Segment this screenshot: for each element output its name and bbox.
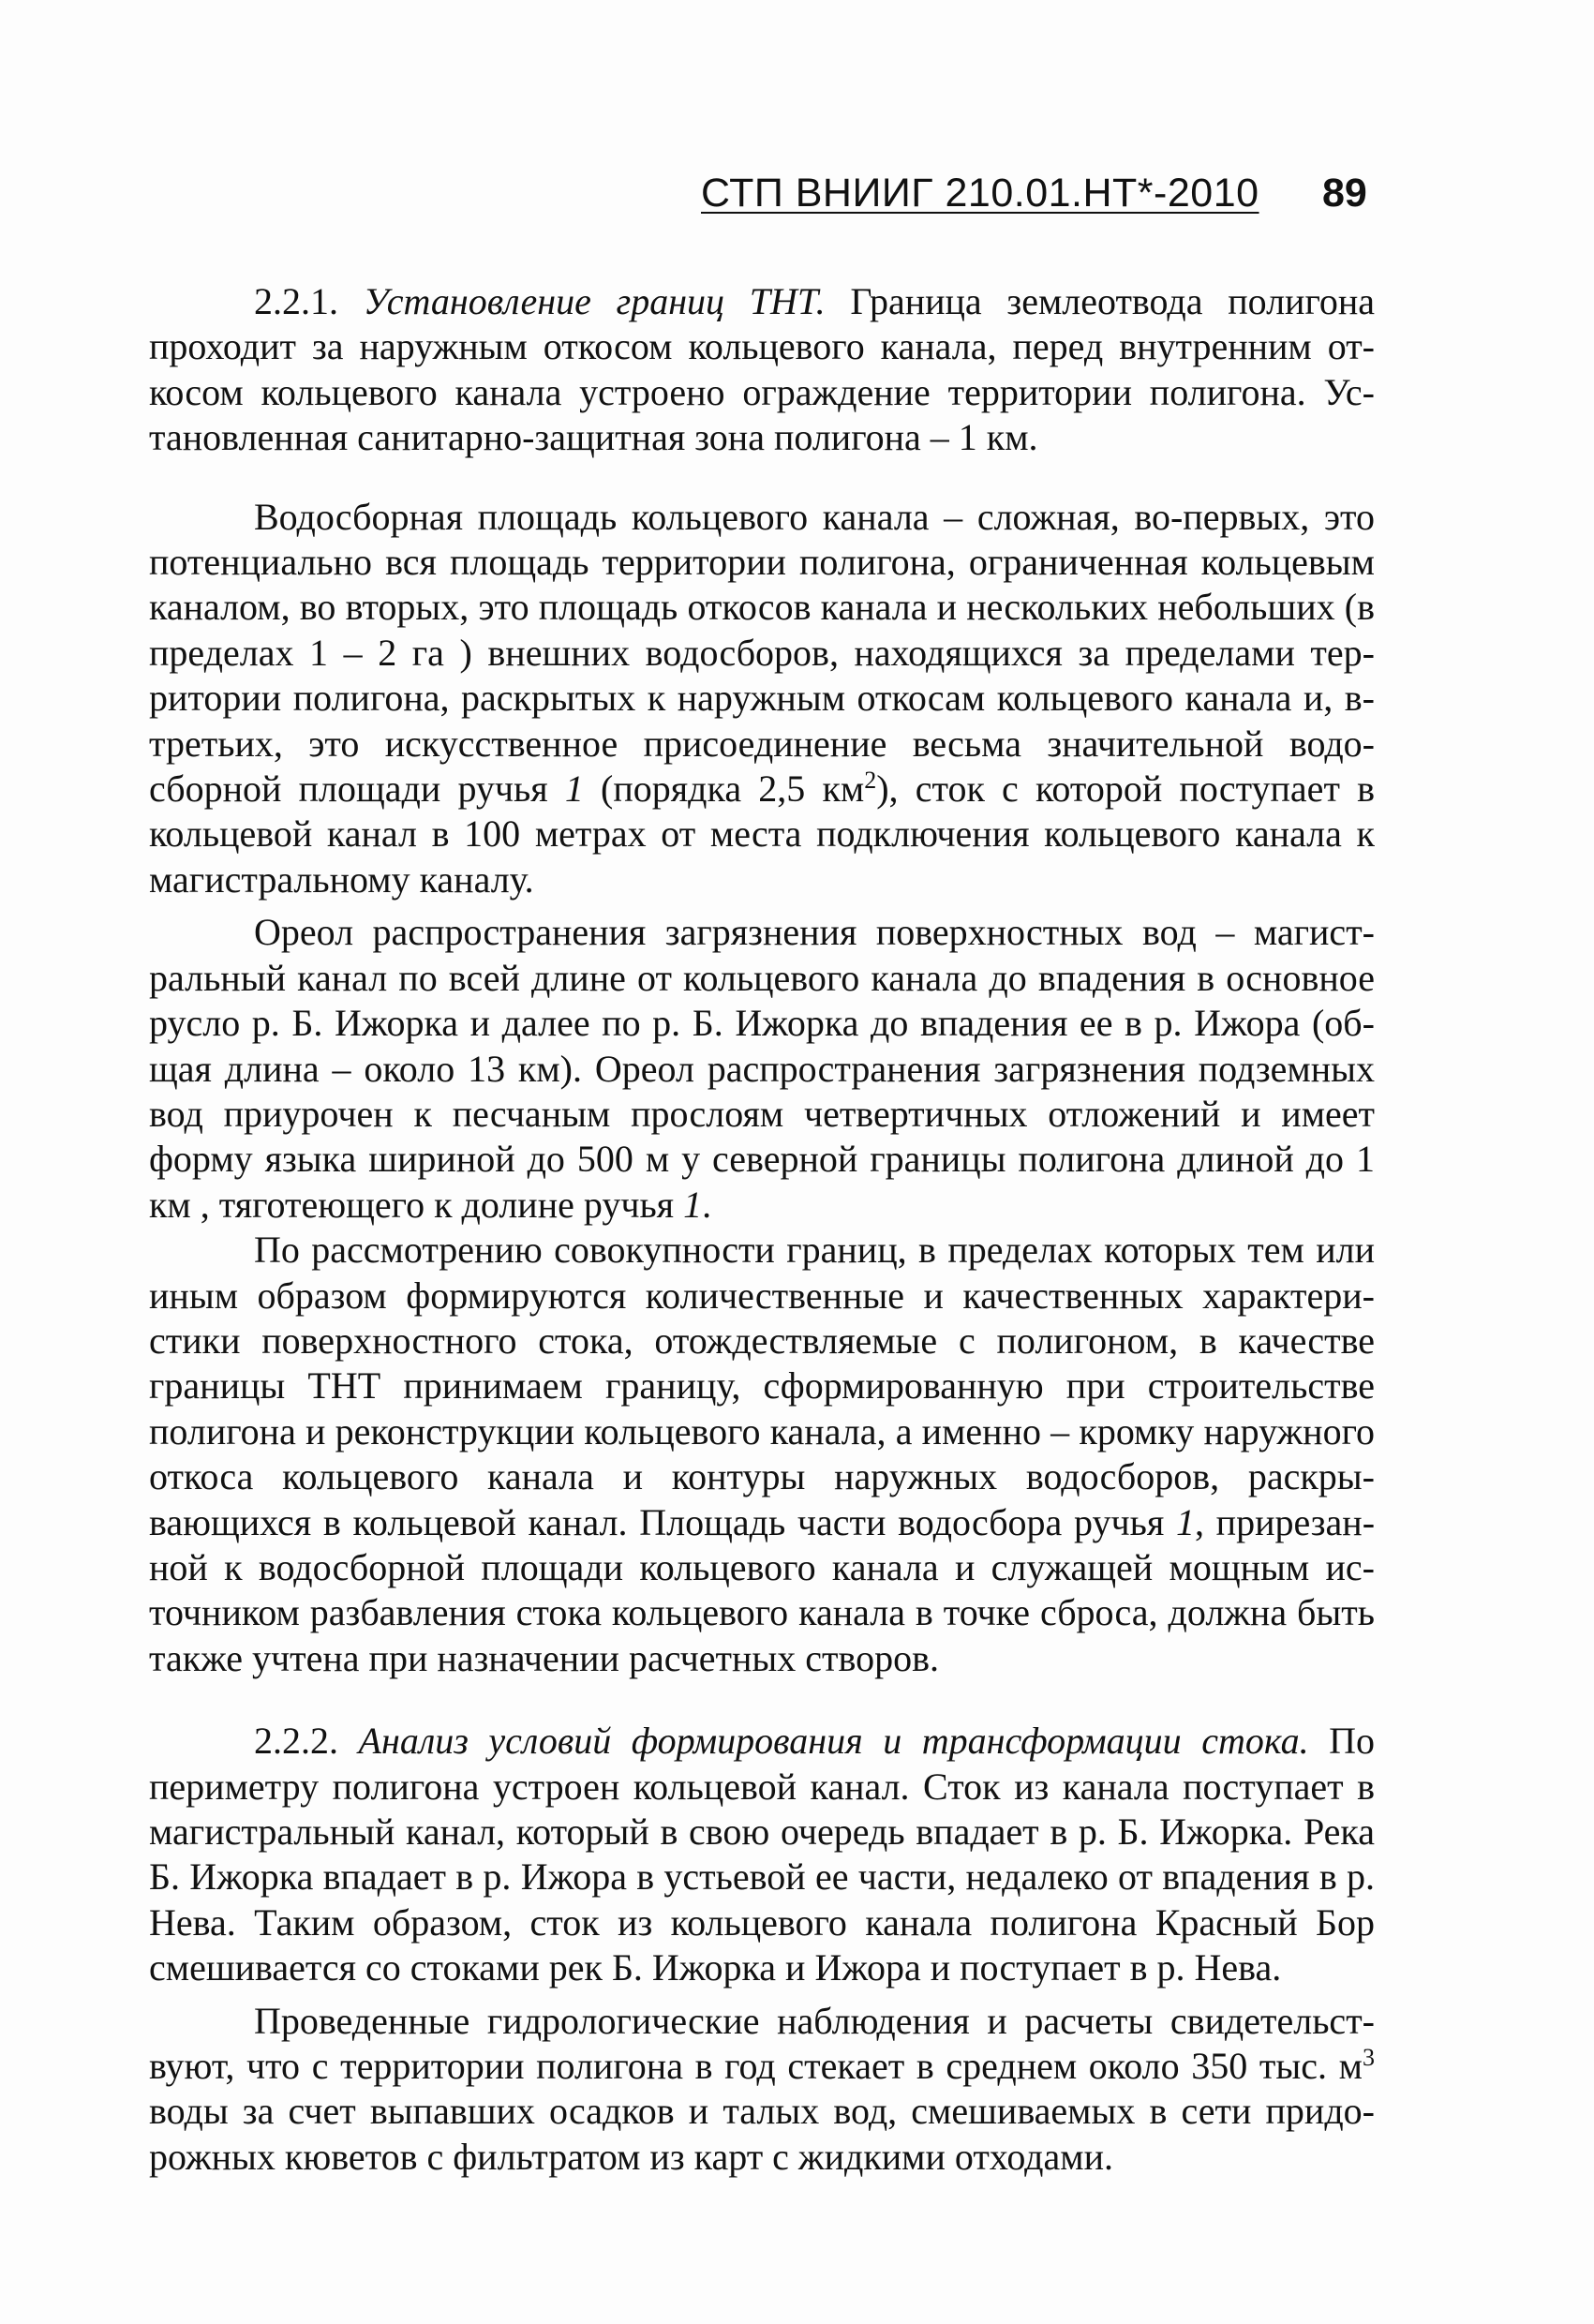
catchment-paragraph <box>149 495 1375 903</box>
document-body <box>149 279 1375 2180</box>
document-code: СТП ВНИИГ 210.01.НТ*-2010 <box>701 171 1259 216</box>
page-header <box>0 171 1594 227</box>
paragraph-text: Проведенные гидрологические наблюдения и расчеты свидетельствуют, что с территории полигона в год стекает в среднем около 350 тыс. м <box>149 1999 1375 2088</box>
boundary-paragraph <box>149 1228 1375 1681</box>
paragraph-text: По рассмотрению совокупности границ, в пределах которых тем или иным образом формируются количественные и качественных характеристики поверхностного стока, отождествляемые с полигоном, в качестве границы ТНТ принимаем границу, сформированную при строительстве полигона и реконструкции кольцевого канала, а именно – кромку наружного откоса кольцевого канала и контуры наружных водосборов, раскрывающихся в кольцевой канал. Площадь части водосбора ручья <box>149 1229 1375 1543</box>
superscript: 2 <box>864 767 877 795</box>
paragraph-text: воды за счет выпавших осадков и талых вод, смешиваемых в сети придорожных кюветов с фильтратом из карт с жидкими отходами. <box>149 2090 1375 2178</box>
section-number: 2.2.1. <box>254 280 338 322</box>
paragraph-text: . <box>702 1183 712 1226</box>
stream-number: 1 <box>683 1183 703 1226</box>
paragraph-text: Водосборная площадь кольцевого канала – сложная, во-первых, это потенциально вся площадь территории полигона, ограниченная кольцевым каналом, во вторых, это площадь откосов канала и нескольких небольших (в пределах 1 – 2 га ) внешних водосборов, находящихся за пределами территории полигона, раскрытых к наружным откосам кольцевого канала и, в-третьих, это искусственное присоединение весьма значительной водосборной площади ручья <box>149 495 1375 811</box>
stream-number: 1 <box>1175 1500 1195 1543</box>
stream-number: 1 <box>564 767 584 811</box>
page-number: 89 <box>1322 171 1367 216</box>
section-2-2-1-paragraph <box>149 279 1375 461</box>
paragraph-text: По периметру полигона устроен кольцевой канал. Сток из канала поступает в магистральный канал, который в свою очередь впадает в р. Б. Ижорка. Река Б. Ижорка впадает в р. Ижора в устьевой ее части, недалеко от впадения в р. Нева. Таким образом, сток из кольцевого канала полигона Красный Бор смешивается со стоками рек Б. Ижорка и Ижора и поступает в р. Нева. <box>149 1720 1376 1989</box>
paragraph-text: Граница землеотвода полигона проходит за наружным откосом кольцевого канала, перед внутренним откосом кольцевого канала устроено ограждение территории полигона. Установленная санитарно-защитная зона полигона – 1 км. <box>149 280 1376 459</box>
section-2-2-2-paragraph <box>149 1719 1375 1990</box>
superscript: 3 <box>1363 2044 1375 2072</box>
observations-paragraph <box>149 1999 1375 2181</box>
paragraph-text: (порядка 2,5 км <box>583 767 865 811</box>
paragraph-text: , прирезанной к водосборной площади кольцевого канала и служащей мощным источником разбавления стока кольцевого канала в точке сброса, должна быть также учтена при назначении расчетных створов. <box>149 1500 1376 1679</box>
paragraph-text: ), сток с которой поступает в кольцевой канал в 100 метрах от места подключения кольцевого канала к магистральному каналу. <box>149 767 1375 901</box>
section-title: Анализ условий формирования и трансформации стока. <box>358 1720 1309 1763</box>
pollution-halo-paragraph <box>149 910 1375 1228</box>
paragraph-text: Ореол распространения загрязнения поверхностных вод – магистральный канал по всей длине от кольцевого канала до впадения в основное русло р. Б. Ижорка и далее по р. Б. Ижорка до впадения ее в р. Ижора (общая длина – около 13 км). Ореол распространения загрязнения подземных вод приурочен к песчаным прослоям четвертичных отложений и имеет форму языка шириной до 500 м у северной границы полигона длиной до 1 км , тяготеющего к долине ручья <box>149 911 1375 1226</box>
section-title: Установление границ ТНТ. <box>363 280 826 322</box>
section-number: 2.2.2. <box>254 1720 338 1763</box>
